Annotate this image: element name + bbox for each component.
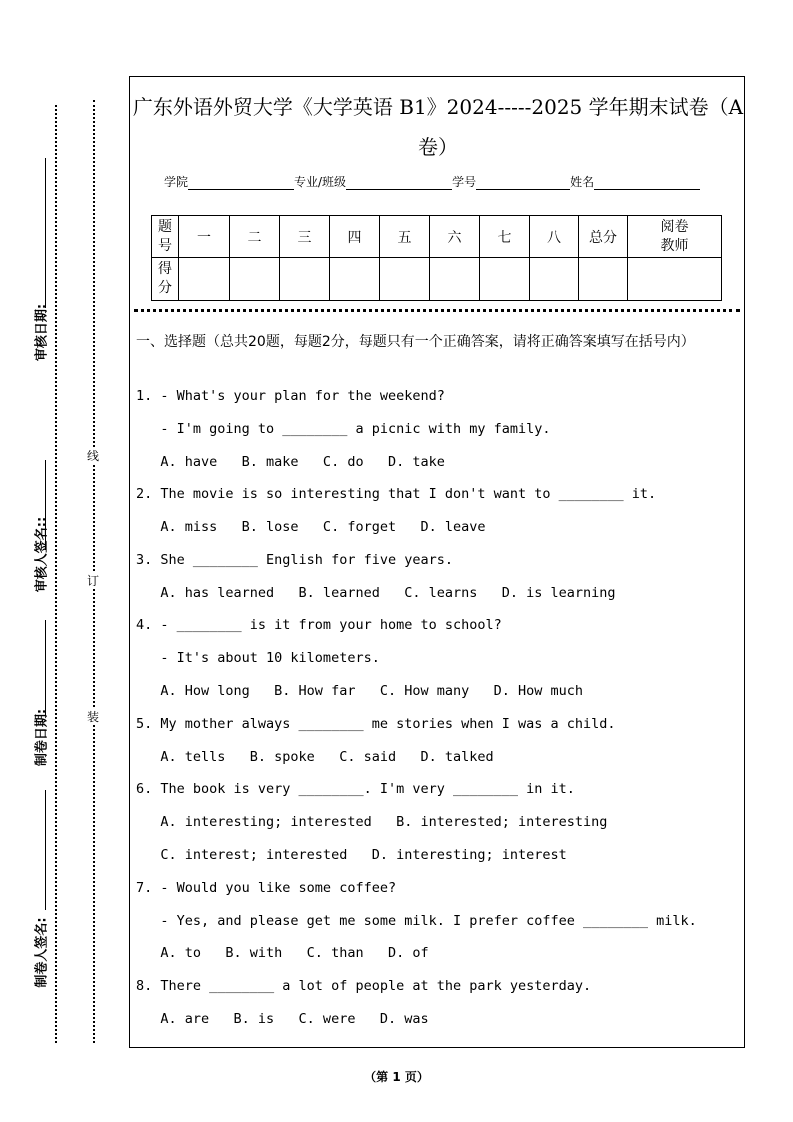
score-cell[interactable] [430, 258, 480, 301]
score-cell[interactable] [230, 258, 280, 301]
question-line: 4. - ________ is it from your home to school? [136, 617, 502, 633]
exam-title-line1: 广东外语外贸大学《大学英语 B1》2024-----2025 学年期末试卷（A [132, 95, 744, 119]
question-options: A. tells B. spoke C. said D. talked [136, 749, 494, 765]
question-line: 1. - What's your plan for the weekend? [136, 388, 445, 404]
question-line: - Yes, and please get me some milk. I prefer coffee ________ milk. [136, 913, 697, 929]
score-cell[interactable] [330, 258, 380, 301]
score-col: 五 [380, 216, 430, 258]
college-field[interactable] [188, 177, 294, 190]
question-line: 3. She ________ English for five years. [136, 552, 453, 568]
question-options: C. interest; interested D. interesting; interest [136, 847, 567, 863]
student-id-field[interactable] [476, 177, 570, 190]
score-col: 八 [530, 216, 579, 258]
question-options: A. miss B. lose C. forget D. leave [136, 519, 486, 535]
grader-cell[interactable] [628, 258, 722, 301]
score-table [151, 215, 722, 301]
score-col: 二 [230, 216, 280, 258]
question-options: A. How long B. How far C. How many D. How much [136, 683, 584, 699]
exam-frame [129, 76, 745, 1048]
question-options: A. are B. is C. were D. was [136, 1011, 429, 1027]
score-cell[interactable] [480, 258, 530, 301]
maker-date-line [45, 620, 46, 715]
score-cell[interactable] [179, 258, 230, 301]
question-options: A. has learned B. learned C. learns D. is learning [136, 585, 616, 601]
student-id-label: 学号 [452, 175, 477, 189]
question-line: 5. My mother always ________ me stories when I was a child. [136, 716, 616, 732]
grader-label [628, 216, 722, 258]
maker-sign-line [45, 790, 46, 910]
review-date-label: 审核日期: [34, 303, 50, 362]
question-line: 6. The book is very ________. I'm very ________ in it. [136, 781, 575, 797]
score-col: 三 [280, 216, 330, 258]
question-options: A. to B. with C. than D. of [136, 945, 429, 961]
score-cell[interactable] [579, 258, 628, 301]
reviewer-sign-label: 审核人签名:: [34, 516, 50, 593]
grader-label-text: 阅卷教师 [660, 218, 689, 254]
dotted-separator [134, 309, 740, 312]
name-label: 姓名 [570, 175, 595, 189]
exam-title [130, 87, 746, 167]
major-label: 专业/班级 [294, 175, 347, 189]
major-field[interactable] [346, 177, 452, 190]
question-line: - I'm going to ________ a picnic with my family. [136, 421, 551, 437]
score-value-row [152, 258, 722, 301]
name-field[interactable] [594, 177, 700, 190]
question-line: 2. The movie is so interesting that I don't want to ________ it. [136, 486, 657, 502]
score-col: 四 [330, 216, 380, 258]
question-line: - It's about 10 kilometers. [136, 650, 380, 666]
score-row1-label: 题号 [152, 216, 179, 258]
binding-char-ding: 订 [87, 574, 100, 588]
maker-date-label: 制卷日期: [34, 708, 50, 767]
score-cell[interactable] [280, 258, 330, 301]
score-cell[interactable] [380, 258, 430, 301]
score-col: 六 [430, 216, 480, 258]
score-col: 总分 [579, 216, 628, 258]
score-header-row [152, 216, 722, 258]
binding-char-zhuang: 装 [87, 710, 100, 724]
maker-sign-label: 制卷人签名: [34, 917, 50, 988]
question-options: A. interesting; interested B. interested; interesting [136, 814, 608, 830]
score-col: 一 [179, 216, 230, 258]
binding-char-xian: 线 [87, 449, 100, 463]
question-line: 7. - Would you like some coffee? [136, 880, 397, 896]
score-col: 七 [480, 216, 530, 258]
review-date-line [45, 158, 46, 308]
student-info-row [164, 173, 700, 190]
question-options: A. have B. make C. do D. take [136, 454, 445, 470]
left-dotted-line [55, 105, 57, 1043]
question-line: 8. There ________ a lot of people at the park yesterday. [136, 978, 592, 994]
exam-title-line2: 卷） [418, 135, 458, 159]
section1-heading: 一、选择题（总共20题，每题2分，每题只有一个正确答案，请将正确答案填写在括号内） [136, 334, 695, 350]
score-cell[interactable] [530, 258, 579, 301]
page-number: （第 1 页） [364, 1070, 429, 1084]
college-label: 学院 [164, 175, 189, 189]
score-row2-label: 得分 [152, 258, 179, 301]
